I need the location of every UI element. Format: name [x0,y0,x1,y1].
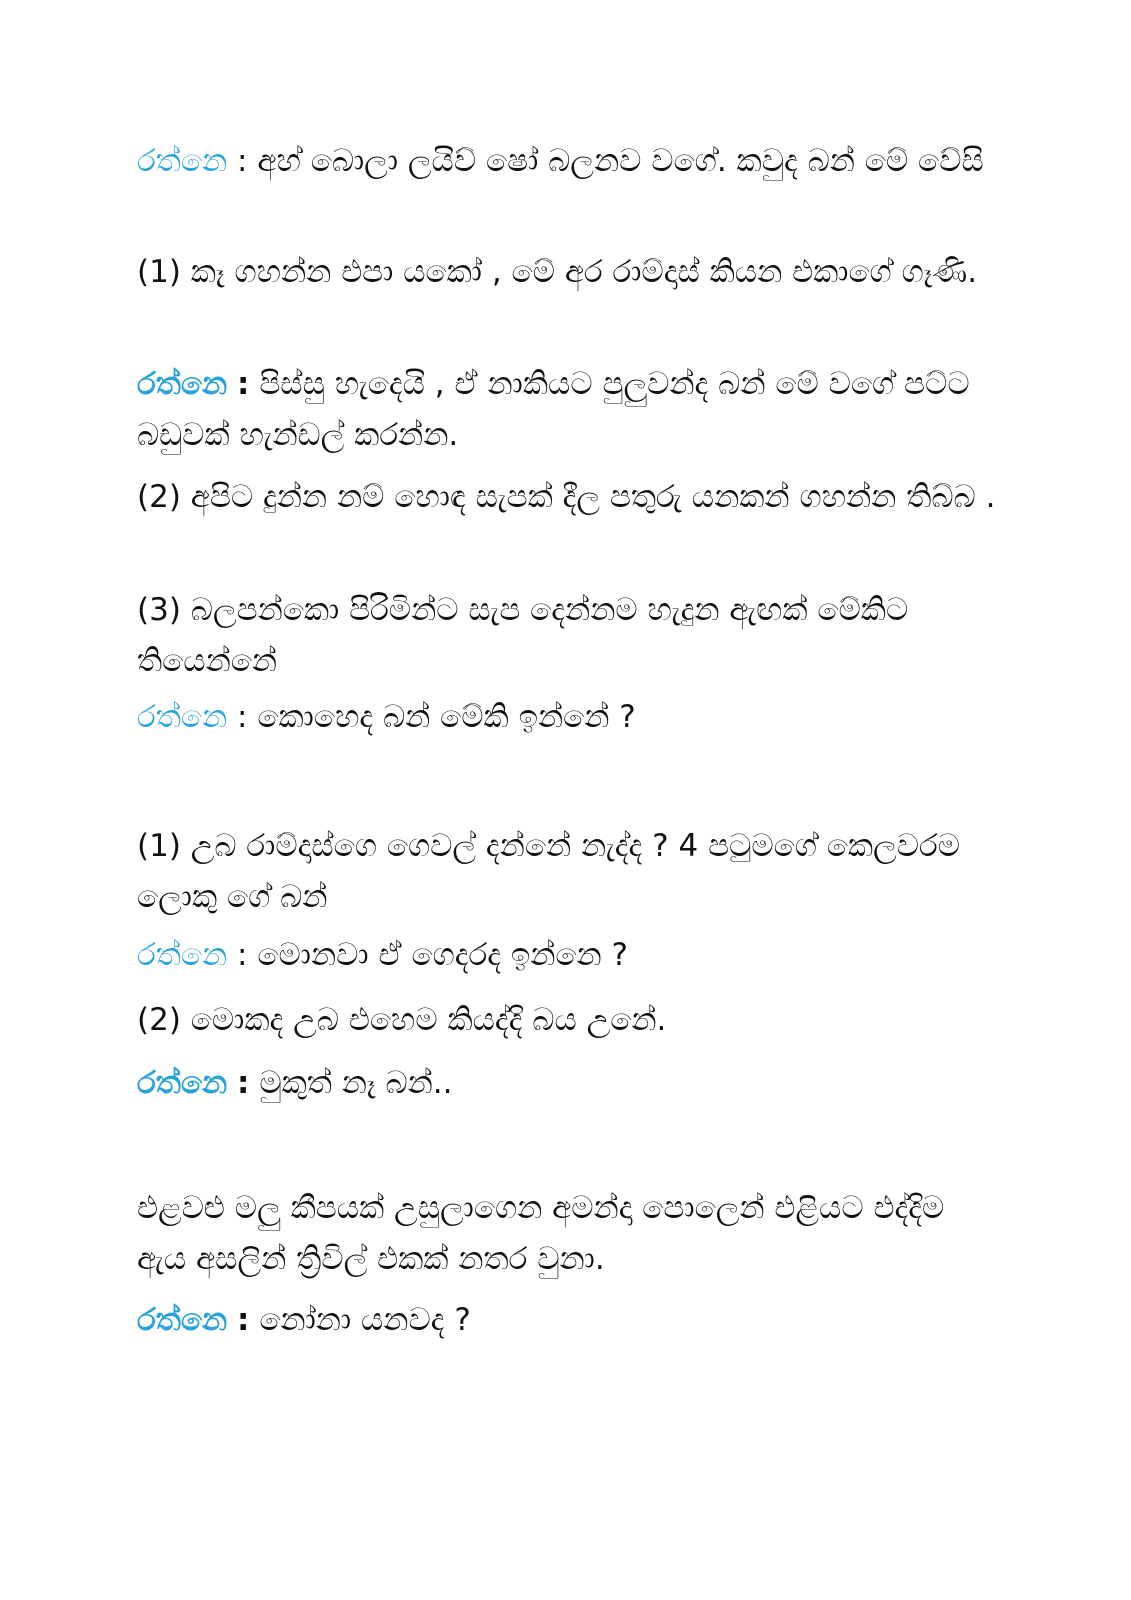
line-text: මොනවා ඒ ගෙදරද ඉන්නෙ ? [257,937,629,973]
line-text: (2) අපිට දුන්න නම් හොඳ සැපක් දීල පතුරු යනකන් ගහන්න තිබ්බ . [137,479,996,515]
line-text: කොහෙද බන් මේකි ඉන්නේ ? [257,699,636,735]
line-text: (1) කෑ ගහන්න එපා යකෝ , මේ අර රාම්දාස් කියන එකාගේ ගෑණි. [137,254,978,290]
line-text: අහ් බොලා ලයිව් ෂෝ බලනව වගේ. කවුද බන් මේ වේසි [257,143,984,179]
line-text: පිස්සු හැදෙයි , ඒ නාකියට පුලුවන්ද බන් මේ වගේ පට්ට බඩුවක් හැන්ඩල් කරන්න. [137,366,970,453]
narration-paragraph [137,1183,997,1285]
speaker-name: රත්නෙ [137,1065,228,1101]
line-text: මුකුත් නෑ බන්.. [259,1065,453,1101]
dialogue-line [137,247,997,298]
speaker-name: රත්නෙ [137,366,228,402]
speaker-colon: : [237,937,248,973]
dialogue-line [137,585,997,687]
speaker-colon: : [237,1065,250,1101]
speaker-name: රත්නෙ [137,699,228,735]
speaker-name: රත්නෙ [137,143,228,179]
speaker-colon: : [237,143,248,179]
speaker-name: රත්නෙ [137,937,228,973]
line-text: එළවළු මලු කීපයක් උසුලාගෙන අමන්දා පොලෙන් එළියට එද්දිම ඇය අසලින් ත්‍රිවිල් එකක් නතර වුනා. [137,1190,945,1277]
line-text: (1) උබ රාම්දාස්ගෙ ගෙවල් දන්නේ නැද්ද ? 4 පටුමගේ කෙලවරම ලොකු ගේ බන් [137,828,960,915]
dialogue-line [137,1295,997,1346]
line-text: නෝනා යනවද ? [259,1302,471,1338]
dialogue-line [137,1058,997,1109]
line-text: (3) බලපන්කො පිරිමින්ට සැප දෙන්නම හැදුන ඇඟක් මේකිට තියෙන්නේ [137,592,909,679]
dialogue-line [137,136,997,187]
dialogue-line [137,472,997,523]
dialogue-line [137,821,997,923]
speaker-colon: : [237,366,250,402]
dialogue-line [137,359,997,461]
dialogue-line [137,692,997,743]
dialogue-line [137,995,997,1046]
speaker-colon: : [237,1302,250,1338]
speaker-name: රත්නෙ [137,1302,228,1338]
speaker-colon: : [237,699,248,735]
dialogue-line [137,930,997,981]
line-text: (2) මොකද උබ එහෙම කියද්දි බය උනේ. [137,1002,667,1038]
